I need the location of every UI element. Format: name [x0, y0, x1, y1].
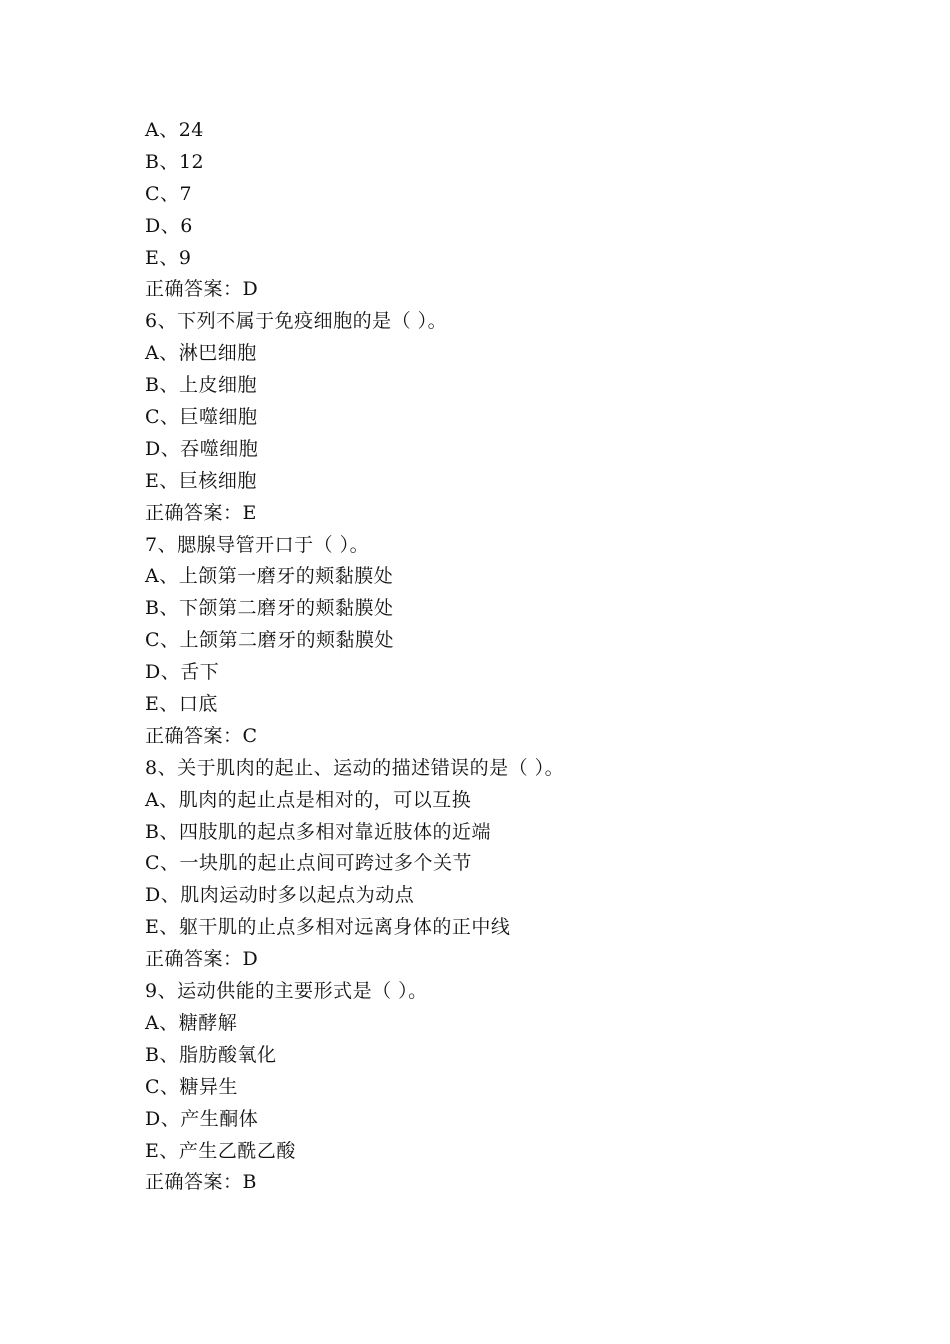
- option-a: A、淋巴细胞: [145, 342, 257, 365]
- option-d: D、6: [145, 214, 193, 237]
- question-7: 7、腮腺导管开口于（ ）。: [145, 533, 370, 556]
- correct-answer: 正确答案：C: [145, 724, 258, 747]
- option-c: C、上颌第二磨牙的颊黏膜处: [145, 629, 395, 652]
- option-e: E、产生乙酰乙酸: [145, 1139, 296, 1162]
- option-b: B、下颌第二磨牙的颊黏膜处: [145, 597, 394, 620]
- question-9: 9、运动供能的主要形式是（ ）。: [145, 980, 428, 1003]
- option-e: E、躯干肌的止点多相对远离身体的正中线: [145, 916, 511, 939]
- option-a: A、上颌第一磨牙的颊黏膜处: [145, 565, 394, 588]
- correct-answer: 正确答案：D: [145, 278, 259, 301]
- option-d: D、舌下: [145, 661, 220, 684]
- option-c: C、一块肌的起止点间可跨过多个关节: [145, 852, 473, 875]
- option-d: D、肌肉运动时多以起点为动点: [145, 884, 415, 907]
- option-e: E、口底: [145, 693, 218, 716]
- option-b: B、四肢肌的起点多相对靠近肢体的近端: [145, 820, 491, 843]
- option-d: D、吞噬细胞: [145, 437, 259, 460]
- correct-answer: 正确答案：E: [145, 501, 257, 524]
- question-8: 8、关于肌肉的起止、运动的描述错误的是（ ）。: [145, 756, 565, 779]
- option-e: E、巨核细胞: [145, 469, 257, 492]
- option-c: C、7: [145, 182, 193, 205]
- correct-answer: 正确答案：D: [145, 948, 259, 971]
- option-b: B、脂肪酸氧化: [145, 1043, 277, 1066]
- option-a: A、24: [145, 119, 204, 141]
- option-b: B、12: [145, 150, 205, 173]
- option-c: C、糖异生: [145, 1075, 239, 1098]
- option-b: B、上皮细胞: [145, 374, 257, 397]
- option-a: A、糖酵解: [145, 1011, 238, 1034]
- question-6: 6、下列不属于免疫细胞的是（ ）。: [145, 310, 448, 333]
- correct-answer: 正确答案：B: [145, 1171, 257, 1194]
- option-d: D、产生酮体: [145, 1107, 259, 1130]
- option-c: C、巨噬细胞: [145, 406, 258, 429]
- question-list: [145, 115, 845, 1199]
- option-e: E、9: [145, 246, 192, 269]
- option-a: A、肌肉的起止点是相对的，可以互换: [145, 788, 472, 811]
